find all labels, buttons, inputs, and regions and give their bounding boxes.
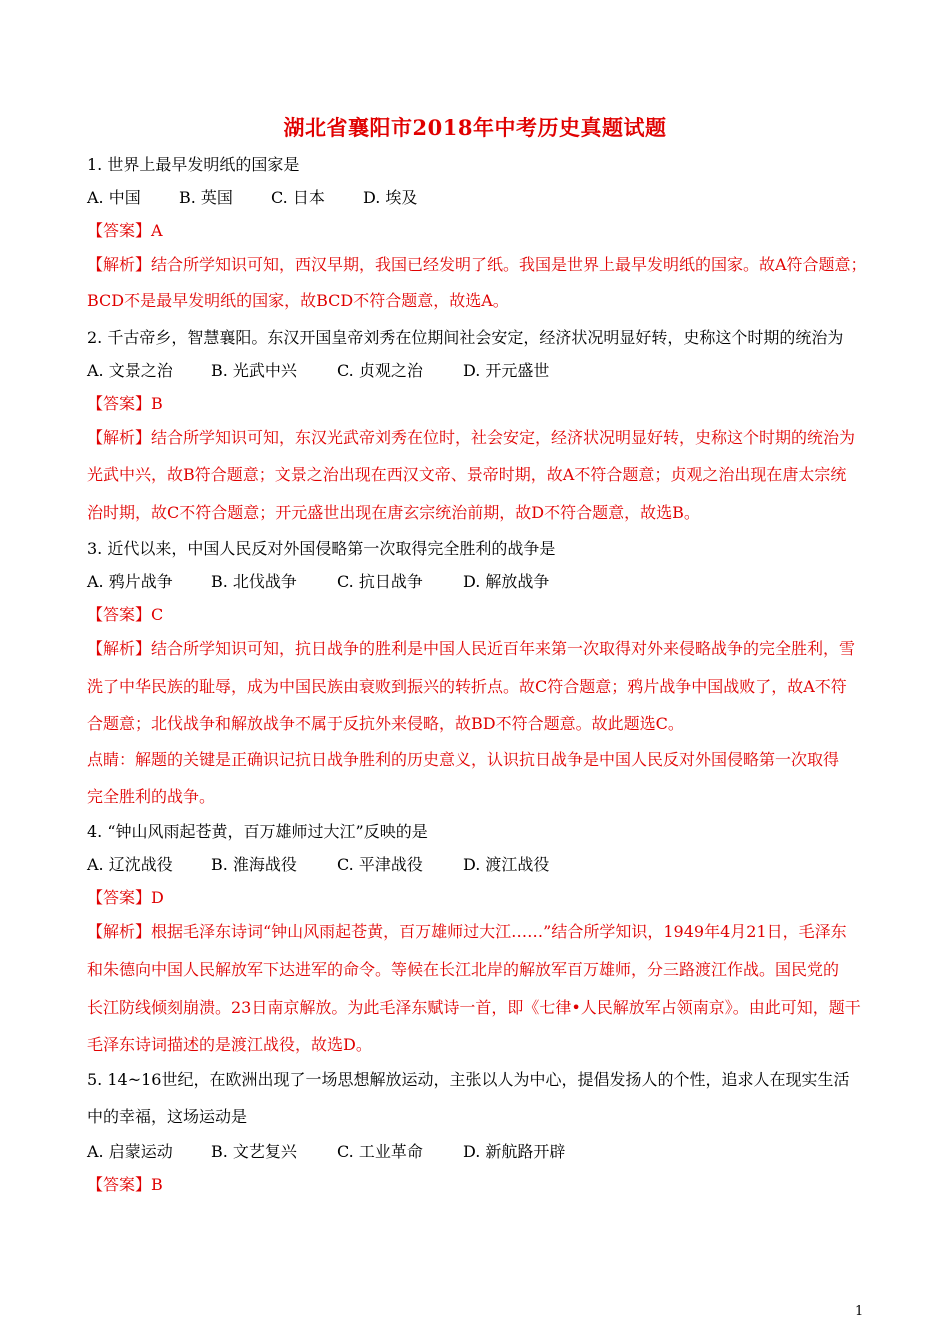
- question-3-options: [87, 571, 549, 593]
- question-3-analysis-line: 【解析】结合所学知识可知，抗日战争的胜利是中国人民近百年来第一次取得对外来侵略战争的完全胜利，雪: [87, 639, 856, 658]
- question-1-analysis-line: 【解析】结合所学知识可知，西汉早期，我国已经发明了纸。我国是世界上最早发明纸的国家。故A符合题意；: [87, 255, 867, 274]
- option-a: A. 启蒙运动: [87, 1142, 173, 1161]
- question-2-answer: 【答案】B: [87, 394, 163, 413]
- option-c: C. 贞观之治: [337, 361, 423, 380]
- option-c: C. 工业革命: [337, 1142, 423, 1161]
- option-d: D. 新航路开辟: [463, 1142, 566, 1161]
- question-2-analysis-line: 【解析】结合所学知识可知，东汉光武帝刘秀在位时，社会安定，经济状况明显好转，史称这个时期的统治为: [87, 428, 856, 447]
- question-4-analysis-line: 毛泽东诗词描述的是渡江战役，故选D。: [87, 1035, 372, 1054]
- question-4-analysis-line: 【解析】根据毛泽东诗词“钟山风雨起苍黄，百万雄师过大江……”结合所学知识，1949年4月21日，毛泽东: [87, 922, 847, 941]
- question-1-stem: 1. 世界上最早发明纸的国家是: [87, 155, 300, 174]
- option-d: D. 埃及: [363, 188, 418, 207]
- option-b: B. 淮海战役: [211, 855, 297, 874]
- question-2-analysis-line: 光武中兴，故B符合题意；文景之治出现在西汉文帝、景帝时期，故A不符合题意；贞观之治出现在唐太宗统: [87, 465, 847, 484]
- question-4-stem: 4. “钟山风雨起苍黄，百万雄师过大江”反映的是: [87, 822, 428, 841]
- option-d: D. 解放战争: [463, 572, 550, 591]
- question-2-stem: 2. 千古帝乡，智慧襄阳。东汉开国皇帝刘秀在位期间社会安定，经济状况明显好转，史称这个时期的统治为: [87, 328, 844, 347]
- question-3-stem: 3. 近代以来，中国人民反对外国侵略第一次取得完全胜利的战争是: [87, 539, 556, 558]
- option-d: D. 开元盛世: [463, 361, 550, 380]
- question-5-answer: 【答案】B: [87, 1175, 163, 1194]
- option-c: C. 抗日战争: [337, 572, 423, 591]
- question-2-analysis-line: 治时期，故C不符合题意；开元盛世出现在唐玄宗统治前期，故D不符合题意，故选B。: [87, 503, 700, 522]
- question-1-options: [87, 187, 417, 209]
- option-a: A. 鸦片战争: [87, 572, 173, 591]
- option-b: B. 英国: [179, 188, 233, 207]
- question-5-stem: 中的幸福，这场运动是: [87, 1107, 248, 1126]
- question-4-analysis-line: 长江防线倾刻崩溃。23日南京解放。为此毛泽东赋诗一首，即《七律•人民解放军占领南京》。由此可知，题干: [87, 998, 861, 1017]
- option-c: C. 日本: [271, 188, 325, 207]
- question-4-answer: 【答案】D: [87, 888, 164, 907]
- question-4-analysis-line: 和朱德向中国人民解放军下达进军的命令。等候在长江北岸的解放军百万雄师，分三路渡江作战。国民党的: [87, 960, 840, 979]
- option-a: A. 中国: [87, 188, 141, 207]
- question-3-tip-line: 完全胜利的战争。: [87, 787, 216, 806]
- document-title: 湖北省襄阳市2018年中考历史真题试题: [283, 115, 667, 140]
- question-2-options: [87, 360, 549, 382]
- question-5-options: [87, 1141, 565, 1163]
- option-d: D. 渡江战役: [463, 855, 550, 874]
- option-b: B. 北伐战争: [211, 572, 297, 591]
- question-5-stem: 5. 14~16世纪，在欧洲出现了一场思想解放运动，主张以人为中心，提倡发扬人的个性，追求人在现实生活: [87, 1070, 850, 1089]
- question-3-analysis-line: 洗了中华民族的耻辱，成为中国民族由衰败到振兴的转折点。故C符合题意；鸦片战争中国战败了，故A不符: [87, 677, 847, 696]
- option-b: B. 文艺复兴: [211, 1142, 297, 1161]
- option-a: A. 文景之治: [87, 361, 173, 380]
- question-3-answer: 【答案】C: [87, 605, 164, 624]
- question-3-analysis-line: 合题意；北伐战争和解放战争不属于反抗外来侵略，故BD不符合题意。故此题选C。: [87, 714, 684, 733]
- question-4-options: [87, 854, 549, 876]
- question-3-tip-line: 点睛：解题的关键是正确识记抗日战争胜利的历史意义，认识抗日战争是中国人民反对外国侵略第一次取得: [87, 750, 840, 769]
- page-number: 1: [855, 1304, 864, 1319]
- question-1-answer: 【答案】A: [87, 221, 163, 240]
- option-b: B. 光武中兴: [211, 361, 297, 380]
- option-c: C. 平津战役: [337, 855, 423, 874]
- option-a: A. 辽沈战役: [87, 855, 173, 874]
- question-1-analysis-line: BCD不是最早发明纸的国家，故BCD不符合题意，故选A。: [87, 291, 509, 310]
